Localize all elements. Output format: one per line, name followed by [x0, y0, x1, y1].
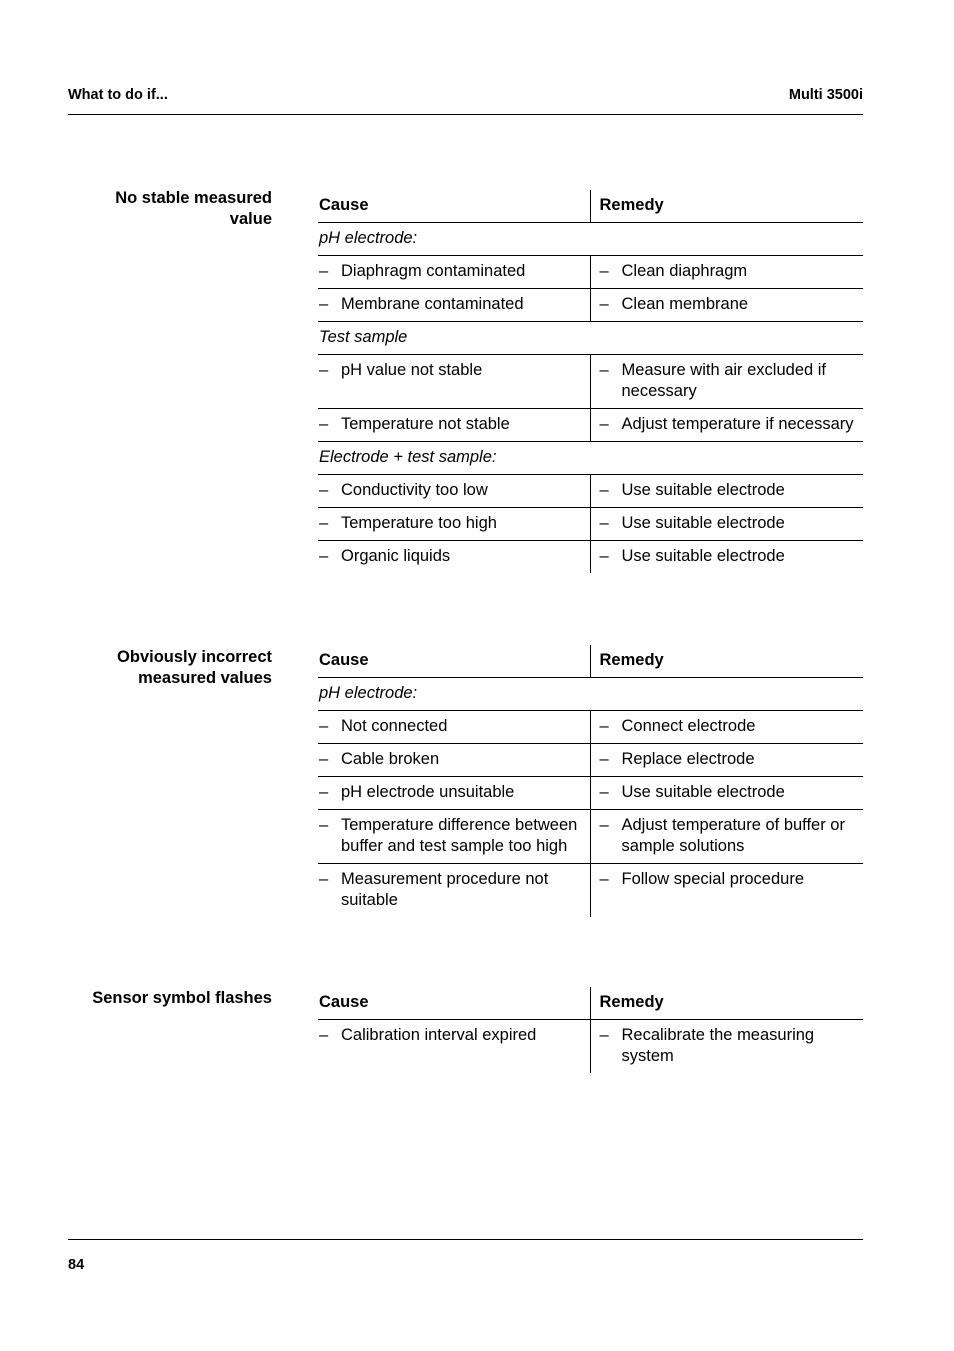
- remedy-item: [600, 869, 856, 890]
- cause-item: [319, 294, 582, 315]
- cause-item-text: Calibration interval expired: [341, 1026, 537, 1044]
- remedy-item: [600, 414, 856, 435]
- group-label: pH electrode:: [318, 678, 863, 711]
- table-row: [318, 409, 863, 442]
- cause-item: [319, 782, 582, 803]
- section-heading-sensor-flashes: Sensor symbol flashes: [92, 989, 272, 1007]
- cause-item-text: Temperature too high: [341, 514, 497, 532]
- column-header-cause: Cause: [318, 190, 590, 223]
- dash-bullet: –: [599, 816, 609, 834]
- remedy-item-text: Clean diaphragm: [621, 262, 748, 280]
- remedy-cell: [590, 541, 863, 574]
- dash-bullet: –: [599, 783, 609, 801]
- cause-item-text: Not connected: [341, 717, 448, 735]
- dash-bullet: –: [599, 1026, 609, 1044]
- remedy-cell: [590, 256, 863, 289]
- remedy-cell: [590, 355, 863, 409]
- remedy-item: [600, 546, 856, 567]
- dash-bullet: –: [599, 415, 609, 433]
- remedy-item-text: Follow special procedure: [621, 870, 805, 888]
- dash-bullet: –: [319, 750, 329, 768]
- remedy-item: [600, 1025, 856, 1067]
- remedy-cell: [590, 1020, 863, 1074]
- table-row: [318, 256, 863, 289]
- dash-bullet: –: [319, 783, 329, 801]
- remedy-item-text: Clean membrane: [621, 295, 749, 313]
- cause-item-text: Temperature difference between buffer and test sample too high: [341, 816, 578, 855]
- table-row: [318, 355, 863, 409]
- dash-bullet: –: [599, 547, 609, 565]
- dash-bullet: –: [599, 750, 609, 768]
- cause-item: [319, 716, 582, 737]
- cause-cell: [318, 475, 590, 508]
- cause-item: [319, 1025, 582, 1046]
- remedy-item: [600, 480, 856, 501]
- table-sensor-flashes: [318, 987, 863, 1073]
- table-row: [318, 711, 863, 744]
- remedy-cell: [590, 777, 863, 810]
- cause-cell: [318, 864, 590, 918]
- cause-cell: [318, 541, 590, 574]
- table-row: [318, 541, 863, 574]
- group-row: [318, 678, 863, 711]
- page-number: 84: [68, 1257, 85, 1273]
- dash-bullet: –: [319, 514, 329, 532]
- dash-bullet: –: [599, 295, 609, 313]
- cause-item: [319, 513, 582, 534]
- dash-bullet: –: [319, 361, 329, 379]
- table-row: [318, 1020, 863, 1074]
- remedy-item-text: Adjust temperature if necessary: [621, 415, 854, 433]
- remedy-item: [600, 360, 856, 402]
- group-row: [318, 223, 863, 256]
- cause-item-text: pH electrode unsuitable: [341, 783, 515, 801]
- dash-bullet: –: [319, 262, 329, 280]
- cause-item: [319, 815, 582, 857]
- remedy-item-text: Use suitable electrode: [621, 783, 785, 801]
- remedy-item-text: Use suitable electrode: [621, 514, 785, 532]
- remedy-item: [600, 513, 856, 534]
- header-rule: [68, 114, 863, 115]
- cause-cell: [318, 711, 590, 744]
- dash-bullet: –: [599, 361, 609, 379]
- remedy-cell: [590, 711, 863, 744]
- remedy-cell: [590, 744, 863, 777]
- footer-rule: [68, 1239, 863, 1240]
- cause-item: [319, 414, 582, 435]
- remedy-item-text: Adjust temperature of buffer or sample solutions: [621, 816, 845, 855]
- remedy-item-text: Use suitable electrode: [621, 481, 785, 499]
- remedy-cell: [590, 289, 863, 322]
- remedy-item: [600, 815, 856, 857]
- cause-cell: [318, 355, 590, 409]
- remedy-item: [600, 749, 856, 770]
- cause-cell: [318, 810, 590, 864]
- running-header-product: Multi 3500i: [788, 87, 863, 103]
- cause-item-text: Cable broken: [341, 750, 440, 768]
- cause-item: [319, 546, 582, 567]
- section-heading-incorrect-values: Obviously incorrect measured values: [117, 648, 272, 687]
- remedy-item-text: Use suitable electrode: [621, 547, 785, 565]
- table-incorrect-values: [318, 645, 863, 917]
- table-row: [318, 289, 863, 322]
- dash-bullet: –: [319, 415, 329, 433]
- running-header-title: What to do if...: [68, 87, 168, 103]
- dash-bullet: –: [599, 717, 609, 735]
- remedy-item: [600, 261, 856, 282]
- remedy-cell: [590, 508, 863, 541]
- dash-bullet: –: [319, 1026, 329, 1044]
- group-row: [318, 322, 863, 355]
- table-row: [318, 864, 863, 918]
- table-row: [318, 777, 863, 810]
- cause-cell: [318, 289, 590, 322]
- cause-item-text: Membrane contaminated: [341, 295, 524, 313]
- dash-bullet: –: [599, 262, 609, 280]
- group-label: pH electrode:: [318, 223, 863, 256]
- cause-cell: [318, 777, 590, 810]
- remedy-item: [600, 716, 856, 737]
- remedy-item: [600, 294, 856, 315]
- table-row: [318, 475, 863, 508]
- dash-bullet: –: [599, 870, 609, 888]
- cause-item: [319, 749, 582, 770]
- column-header-remedy: Remedy: [590, 645, 863, 678]
- dash-bullet: –: [319, 481, 329, 499]
- remedy-cell: [590, 810, 863, 864]
- group-label: Electrode + test sample:: [318, 442, 863, 475]
- dash-bullet: –: [319, 295, 329, 313]
- cause-cell: [318, 744, 590, 777]
- column-header-remedy: Remedy: [590, 190, 863, 223]
- dash-bullet: –: [599, 481, 609, 499]
- column-header-cause: Cause: [318, 645, 590, 678]
- cause-item-text: Organic liquids: [341, 547, 451, 565]
- cause-item-text: pH value not stable: [341, 361, 483, 379]
- remedy-item-text: Connect electrode: [621, 717, 756, 735]
- cause-cell: [318, 256, 590, 289]
- remedy-item-text: Recalibrate the measuring system: [621, 1026, 815, 1065]
- cause-item: [319, 360, 582, 381]
- table-row: [318, 810, 863, 864]
- cause-cell: [318, 409, 590, 442]
- remedy-cell: [590, 409, 863, 442]
- cause-item: [319, 480, 582, 501]
- dash-bullet: –: [319, 870, 329, 888]
- cause-cell: [318, 1020, 590, 1074]
- remedy-cell: [590, 864, 863, 918]
- dash-bullet: –: [319, 717, 329, 735]
- dash-bullet: –: [599, 514, 609, 532]
- column-header-cause: Cause: [318, 987, 590, 1020]
- remedy-item-text: Replace electrode: [621, 750, 755, 768]
- cause-item-text: Measurement procedure not suitable: [341, 870, 549, 909]
- cause-item-text: Temperature not stable: [341, 415, 510, 433]
- section-heading-no-stable-value: No stable measured value: [115, 189, 272, 228]
- cause-item: [319, 869, 582, 911]
- cause-cell: [318, 508, 590, 541]
- column-header-remedy: Remedy: [590, 987, 863, 1020]
- table-row: [318, 508, 863, 541]
- cause-item-text: Diaphragm contaminated: [341, 262, 526, 280]
- cause-item-text: Conductivity too low: [341, 481, 488, 499]
- group-row: [318, 442, 863, 475]
- table-row: [318, 744, 863, 777]
- table-no-stable-value: [318, 190, 863, 573]
- remedy-item: [600, 782, 856, 803]
- remedy-cell: [590, 475, 863, 508]
- cause-item: [319, 261, 582, 282]
- remedy-item-text: Measure with air excluded if necessary: [621, 361, 827, 400]
- dash-bullet: –: [319, 816, 329, 834]
- dash-bullet: –: [319, 547, 329, 565]
- group-label: Test sample: [318, 322, 863, 355]
